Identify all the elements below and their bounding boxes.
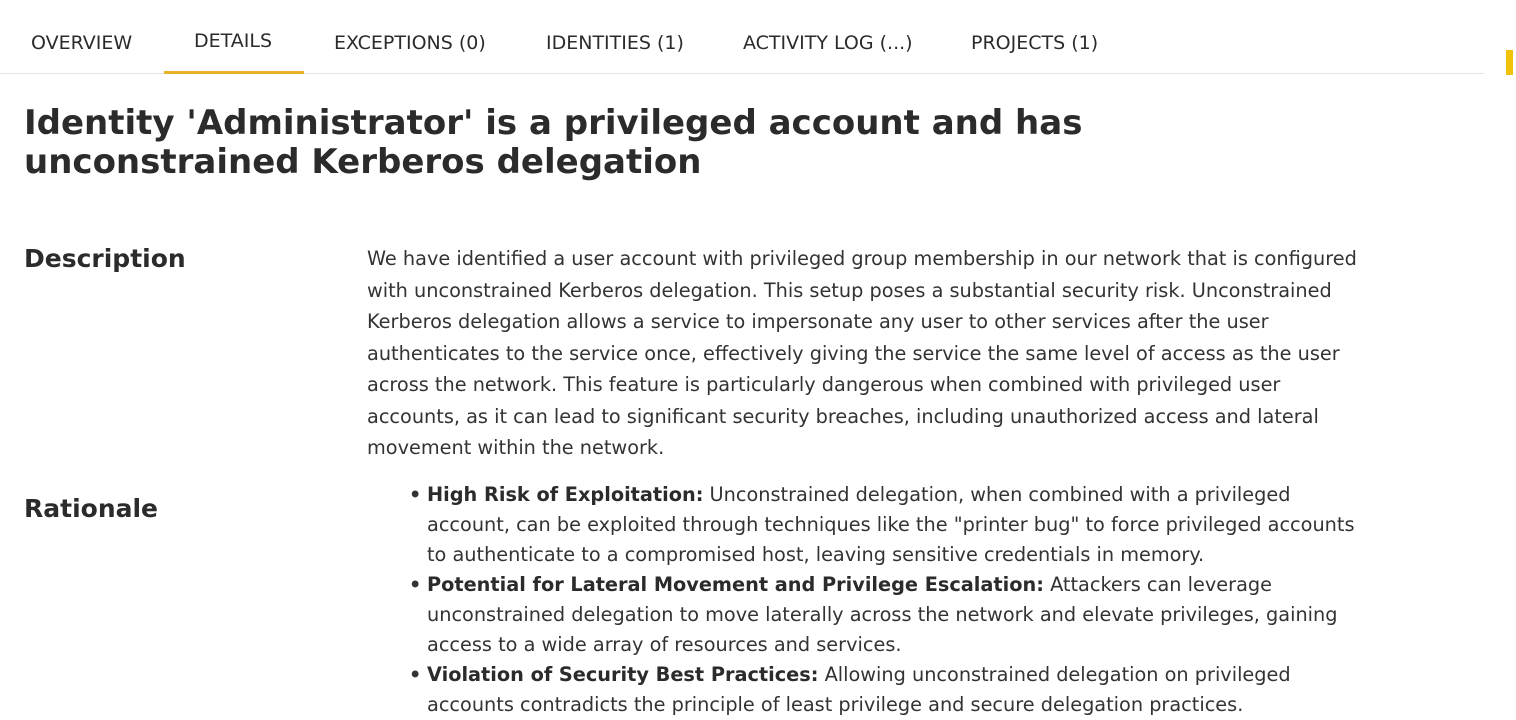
- rationale-item-heading: Violation of Security Best Practices:: [427, 663, 819, 686]
- tab-bar: [0, 0, 1484, 74]
- list-item: [409, 660, 1357, 720]
- description-label: Description: [24, 244, 186, 273]
- page-title: Identity 'Administrator' is a privileged account and has unconstrained Kerberos delegation: [24, 103, 1083, 182]
- tab-label: ACTIVITY LOG (...): [743, 32, 913, 54]
- list-item: [409, 570, 1357, 660]
- tab-label: PROJECTS (1): [971, 32, 1099, 54]
- tab-label: DETAILS: [194, 30, 273, 52]
- tab-activity-log[interactable]: [743, 0, 918, 73]
- rationale-list: [367, 480, 1357, 720]
- rationale-item-text: Unconstrained delegation, when combined with a privileged account, can be exploited through techniques like the "printer bug" to force privileged accounts to authenticate to a compromised host, leaving sensitive credentials in memory.: [427, 483, 1355, 566]
- rationale-item-text: Allowing unconstrained delegation on privileged accounts contradicts the principle of least privilege and secure delegation practices.: [427, 663, 1291, 716]
- tab-details[interactable]: [164, 0, 304, 74]
- bullet-icon: •: [409, 663, 422, 686]
- tab-label: EXCEPTIONS (0): [334, 32, 486, 54]
- rationale-item-heading: Potential for Lateral Movement and Privilege Escalation:: [427, 573, 1044, 596]
- scrollbar-thumb[interactable]: [1506, 50, 1513, 75]
- rationale-item-heading: High Risk of Exploitation:: [427, 483, 704, 506]
- tab-label: IDENTITIES (1): [546, 32, 684, 54]
- rationale-label: Rationale: [24, 494, 159, 523]
- rationale-item-text: Attackers can leverage unconstrained delegation to move laterally across the network and elevate privileges, gaining access to a wide array of resources and services.: [427, 573, 1338, 656]
- description-text: We have identified a user account with privileged group membership in our network that is configured with unconstrained Kerberos delegation. This setup poses a substantial security risk. Unconstrained Kerberos delegation allows a service to impersonate any user to other services after the user authenticates to the service once, effectively giving the service the same level of access as the user across the network. This feature is particularly dangerous when combined with privileged user accounts, as it can lead to significant security breaches, including unauthorized access and lateral movement within the network.: [367, 247, 1357, 459]
- tab-projects[interactable]: [971, 0, 1106, 73]
- list-item: [409, 480, 1357, 570]
- tab-identities[interactable]: [546, 0, 691, 73]
- tab-overview[interactable]: [31, 0, 141, 73]
- bullet-icon: •: [409, 573, 422, 596]
- tab-exceptions[interactable]: [334, 0, 494, 73]
- tab-label: OVERVIEW: [31, 32, 133, 54]
- bullet-icon: •: [409, 483, 422, 506]
